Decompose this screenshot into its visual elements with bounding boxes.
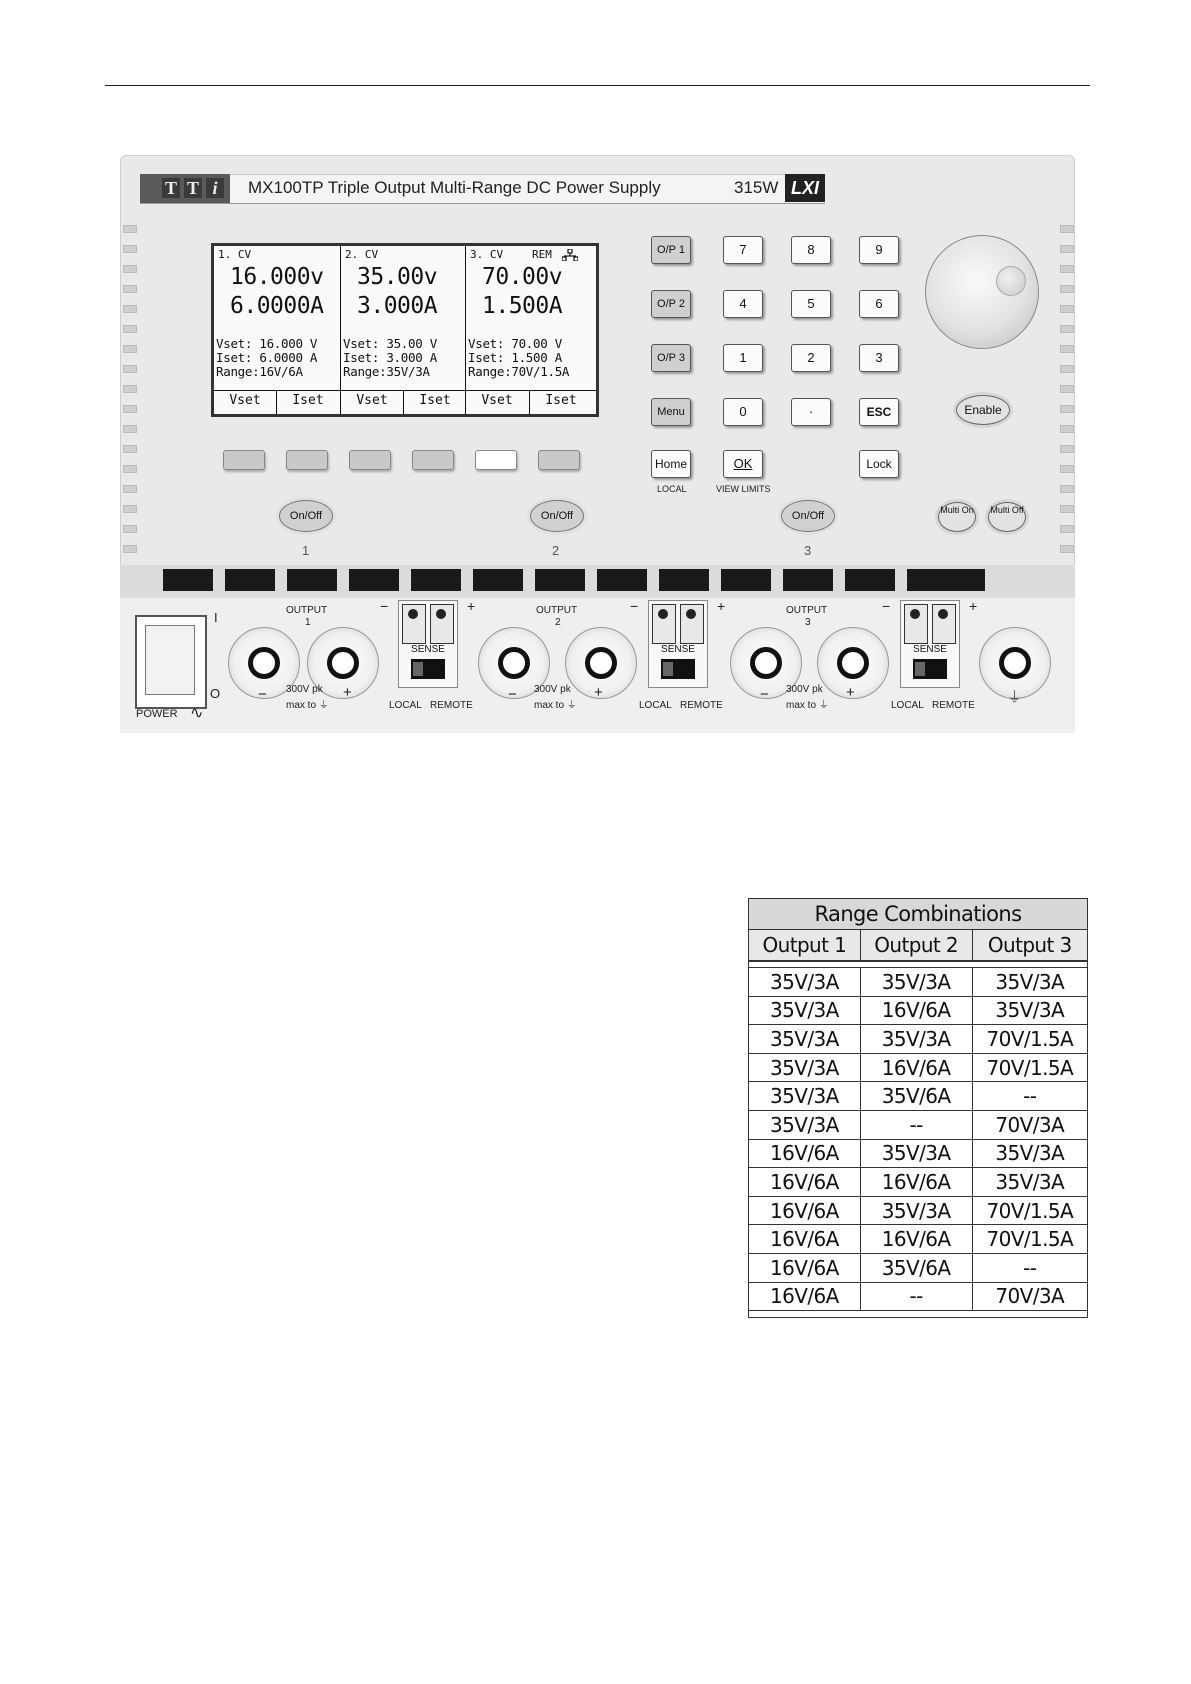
key-7-button[interactable]: 7 [723,236,763,264]
remote-label: REMOTE [932,700,975,711]
softkey-label: Vset [356,393,388,408]
table-row: 35V/3A 35V/3A 70V/1.5A [749,1025,1088,1054]
vent-slot [473,569,523,591]
vent-slot [225,569,275,591]
key-1-button[interactable]: 1 [723,344,763,372]
lock-button[interactable]: Lock [859,450,899,478]
right-grille [1060,225,1074,565]
menu-button[interactable]: Menu [651,398,691,426]
table-row: 16V/6A 35V/3A 70V/1.5A [749,1196,1088,1225]
vent-slot [783,569,833,591]
max-voltage-label: max to ⏚ [786,700,829,711]
voltage-readout: 16.000v [230,264,324,290]
output-number: 2 [555,617,561,628]
iset-readout: Iset: 6.0000 A [216,350,318,365]
lcd-display [211,243,599,417]
sense-plus-sign: + [717,598,726,614]
iset-readout: Iset: 1.500 A [468,350,562,365]
minus-sign: − [760,686,769,703]
sense-switch[interactable] [913,659,947,679]
power-switch[interactable] [135,615,207,709]
max-voltage-label: 300V pk [534,684,571,695]
voltage-readout: 35.00v [357,264,438,290]
column-header: Output 3 [972,930,1087,962]
sense-terminal-block-2[interactable]: SENSE [648,600,708,688]
range-readout: Range:16V/6A [216,364,303,379]
sense-minus-sign: − [630,598,639,614]
local-label: LOCAL [389,700,422,711]
network-icon [562,249,578,261]
softkey-label: Iset [545,393,577,408]
channel-number: 3 [804,543,812,558]
sense-terminal-block-3[interactable]: SENSE [900,600,960,688]
vent-slot [287,569,337,591]
model-title: MX100TP Triple Output Multi-Range DC Power Supply [248,178,661,197]
vset-readout: Vset: 16.000 V [216,336,318,351]
op3-button[interactable]: O/P 3 [651,344,691,372]
output-1-onoff-button[interactable]: On/Off [279,500,333,532]
softkey-4-button[interactable] [412,450,454,470]
lcd-channel-1 [214,246,338,390]
key-6-button[interactable]: 6 [859,290,899,318]
vent-slot [163,569,213,591]
vent-slot [349,569,399,591]
channel-number: 2 [552,543,560,558]
vent-slot [845,569,895,591]
softkey-label: Vset [481,393,513,408]
output-label: OUTPUT [786,605,828,616]
plus-sign: + [343,684,352,701]
softkey-label: Vset [229,393,261,408]
esc-button[interactable]: ESC [859,398,899,426]
lxi-logo: LXI [785,174,825,202]
key-0-button[interactable]: 0 [723,398,763,426]
channel-status: 2. CV [345,248,379,261]
output-2-onoff-button[interactable]: On/Off [530,500,584,532]
sense-plus-sign: + [969,598,978,614]
remote-indicator: REM [532,248,552,261]
current-readout: 6.0000A [230,293,324,319]
brand-logo: T T i [140,174,230,203]
power-label: POWER [136,708,178,720]
vent-slot [907,569,985,591]
page-header-rule [105,85,1090,86]
key-3-button[interactable]: 3 [859,344,899,372]
sense-minus-sign: − [882,598,891,614]
key-2-button[interactable]: 2 [791,344,831,372]
ok-button[interactable]: OK [723,450,763,478]
table-row: 35V/3A 16V/6A 35V/3A [749,996,1088,1025]
iset-readout: Iset: 3.000 A [343,350,437,365]
channel-number: 1 [302,543,310,558]
local-caption: LOCAL [657,484,687,494]
enable-button[interactable]: Enable [956,395,1010,425]
vset-readout: Vset: 35.00 V [343,336,437,351]
vent-slot [411,569,461,591]
output-number: 1 [305,617,311,628]
local-label: LOCAL [639,700,672,711]
op2-button[interactable]: O/P 2 [651,290,691,318]
multi-off-button[interactable]: Multi Off [988,502,1026,532]
max-voltage-label: 300V pk [786,684,823,695]
range-combinations-table [748,898,1088,1318]
table-row: 35V/3A 16V/6A 70V/1.5A [749,1053,1088,1082]
table-row: 16V/6A 35V/3A 35V/3A [749,1139,1088,1168]
vent-slot [721,569,771,591]
output-label: OUTPUT [536,605,578,616]
output-label: OUTPUT [286,605,328,616]
vent-slot [659,569,709,591]
current-readout: 3.000A [357,293,438,319]
output-number: 3 [805,617,811,628]
table-row: 16V/6A 35V/6A -- [749,1253,1088,1282]
lcd-channel-2 [340,246,465,390]
lcd-channel-3 [465,246,597,390]
softkey-2-button[interactable] [286,450,328,470]
power-rating: 315W [734,178,779,197]
table-row: 16V/6A -- 70V/3A [749,1282,1088,1311]
decimal-point-button[interactable]: · [791,398,831,426]
column-header: Output 1 [749,930,861,962]
column-header: Output 2 [860,930,972,962]
table-row: 16V/6A 16V/6A 35V/3A [749,1168,1088,1197]
table-row: 35V/3A 35V/6A -- [749,1082,1088,1111]
vent-slot [597,569,647,591]
vset-readout: Vset: 70.00 V [468,336,562,351]
op1-button[interactable]: O/P 1 [651,236,691,264]
minus-sign: − [258,686,267,703]
softkey-label: Iset [419,393,451,408]
key-5-button[interactable]: 5 [791,290,831,318]
softkey-6-button[interactable] [538,450,580,470]
sense-plus-sign: + [467,598,476,614]
sense-switch[interactable] [411,659,445,679]
home-button[interactable]: Home [651,450,691,478]
sense-switch[interactable] [661,659,695,679]
key-9-button[interactable]: 9 [859,236,899,264]
range-readout: Range:70V/1.5A [468,364,570,379]
rotary-encoder-knob[interactable] [925,235,1039,349]
channel-status: 1. CV [218,248,252,261]
multi-on-button[interactable]: Multi On [938,502,976,532]
left-grille [123,225,137,565]
current-readout: 1.500A [482,293,563,319]
softkey-1-button[interactable] [223,450,265,470]
output-3-onoff-button[interactable]: On/Off [781,500,835,532]
local-label: LOCAL [891,700,924,711]
softkey-label: Iset [292,393,324,408]
voltage-readout: 70.00v [482,264,563,290]
table-row: 35V/3A 35V/3A 35V/3A [749,968,1088,997]
remote-label: REMOTE [680,700,723,711]
key-8-button[interactable]: 8 [791,236,831,264]
switch-on-mark: I [214,610,218,625]
table-title: Range Combinations [749,899,1088,930]
vent-slot [535,569,585,591]
ground-icon: ⏚ [1007,689,1023,706]
key-4-button[interactable]: 4 [723,290,763,318]
softkey-3-button[interactable] [349,450,391,470]
table-row: 35V/3A -- 70V/3A [749,1110,1088,1139]
table-row: 16V/6A 16V/6A 70V/1.5A [749,1225,1088,1254]
softkey-labels [214,390,596,415]
sense-minus-sign: − [380,598,389,614]
max-voltage-label: 300V pk [286,684,323,695]
minus-sign: − [508,686,517,703]
softkey-5-button[interactable] [475,450,517,470]
switch-off-mark: O [210,686,221,701]
view-limits-caption: VIEW LIMITS [716,484,771,494]
remote-label: REMOTE [430,700,473,711]
max-voltage-label: max to ⏚ [286,700,329,711]
max-voltage-label: max to ⏚ [534,700,577,711]
channel-status: 3. CV [470,248,504,261]
sense-terminal-block-1[interactable]: SENSE [398,600,458,688]
plus-sign: + [594,684,603,701]
plus-sign: + [846,684,855,701]
range-readout: Range:35V/3A [343,364,430,379]
ac-symbol-icon: ∿ [190,705,204,722]
